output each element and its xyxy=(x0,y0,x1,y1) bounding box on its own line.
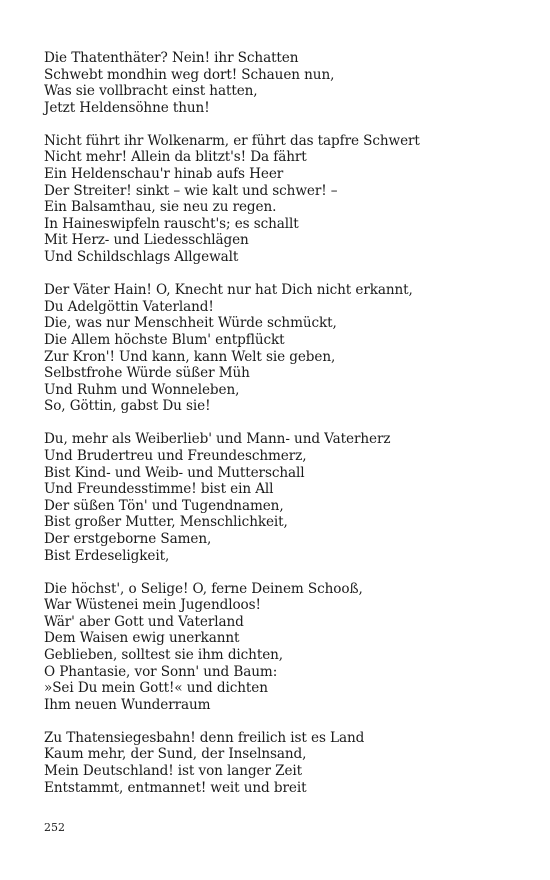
verse-line: So, Göttin, gabst Du sie! xyxy=(44,398,211,415)
verse-line: Selbstfrohe Würde süßer Müh xyxy=(44,365,250,382)
verse-line: Der erstgeborne Samen, xyxy=(44,530,212,547)
verse-line: Und Ruhm und Wonneleben, xyxy=(44,381,240,398)
verse-line: Die Thatenthäter? Nein! ihr Schatten xyxy=(44,50,299,66)
stanza xyxy=(44,50,524,116)
verse-line: Der Streiter! sinkt – wie kalt und schwer! – xyxy=(44,182,338,199)
verse-line: Und Schildschlags Allgewalt xyxy=(44,249,239,266)
verse-line: Zu Thatensiegesbahn! denn freilich ist es Land xyxy=(44,729,365,746)
verse-line: Du, mehr als Weiberlieb' und Mann- und Vaterherz xyxy=(44,431,391,448)
verse-line: Mein Deutschland! ist von langer Zeit xyxy=(44,763,303,780)
verse-line: Die Allem höchste Blum' entpflückt xyxy=(44,331,285,348)
verse-line: Bist Kind- und Weib- und Mutterschall xyxy=(44,464,305,481)
verse-line: Wär' aber Gott und Vaterland xyxy=(44,613,244,630)
verse-line: Ein Balsamthau, sie neu zu regen. xyxy=(44,199,277,216)
verse-line: War Wüstenei mein Jugendloos! xyxy=(44,597,261,614)
verse-line: Bist Erdeseligkeit, xyxy=(44,547,170,564)
verse-line: Der Väter Hain! O, Knecht nur hat Dich nicht erkannt, xyxy=(44,282,413,299)
verse-line: Entstammt, entmannet! weit und breit xyxy=(44,779,307,796)
verse-line: Und Brudertreu und Freundeschmerz, xyxy=(44,447,307,464)
verse-line: Zur Kron'! Und kann, kann Welt sie geben, xyxy=(44,348,336,365)
verse-line: Bist großer Mutter, Menschlichkeit, xyxy=(44,514,288,531)
verse-line: Jetzt Heldensöhne thun! xyxy=(44,99,210,116)
verse-line: Mit Herz- und Liedesschlägen xyxy=(44,232,249,249)
verse-line: Die, was nur Menschheit Würde schmückt, xyxy=(44,315,337,332)
verse-line: Was sie vollbracht einst hatten, xyxy=(44,83,258,100)
verse-line: Die höchst', o Selige! O, ferne Deinem Schooß, xyxy=(44,580,363,597)
stanza xyxy=(44,282,524,415)
stanza xyxy=(44,431,524,564)
verse-line: O Phantasie, vor Sonn' und Baum: xyxy=(44,663,278,680)
verse-line: In Haineswipfeln rauscht's; es schallt xyxy=(44,215,299,232)
verse-line: Du Adelgöttin Vaterland! xyxy=(44,298,214,315)
verse-line: Nicht mehr! Allein da blitzt's! Da fährt xyxy=(44,149,307,166)
verse-line: »Sei Du mein Gott!« und dichten xyxy=(44,680,268,697)
verse-line: Der süßen Tön' und Tugendnamen, xyxy=(44,497,284,514)
verse-line: Ein Heldenschau'r hinab aufs Heer xyxy=(44,166,284,183)
verse-line: Ihm neuen Wunderraum xyxy=(44,696,211,713)
verse-line: Nicht führt ihr Wolkenarm, er führt das tapfre Schwert xyxy=(44,132,420,149)
stanza xyxy=(44,581,524,714)
stanza xyxy=(44,730,524,796)
poem-body xyxy=(44,50,524,813)
verse-line: Und Freundesstimme! bist ein All xyxy=(44,481,274,498)
verse-line: Dem Waisen ewig unerkannt xyxy=(44,630,240,647)
page-number: 252 xyxy=(44,821,65,834)
stanza xyxy=(44,133,524,266)
verse-line: Geblieben, solltest sie ihm dichten, xyxy=(44,647,284,663)
verse-line: Schwebt mondhin weg dort! Schauen nun, xyxy=(44,66,335,83)
verse-line: Kaum mehr, der Sund, der Inselnsand, xyxy=(44,746,307,763)
